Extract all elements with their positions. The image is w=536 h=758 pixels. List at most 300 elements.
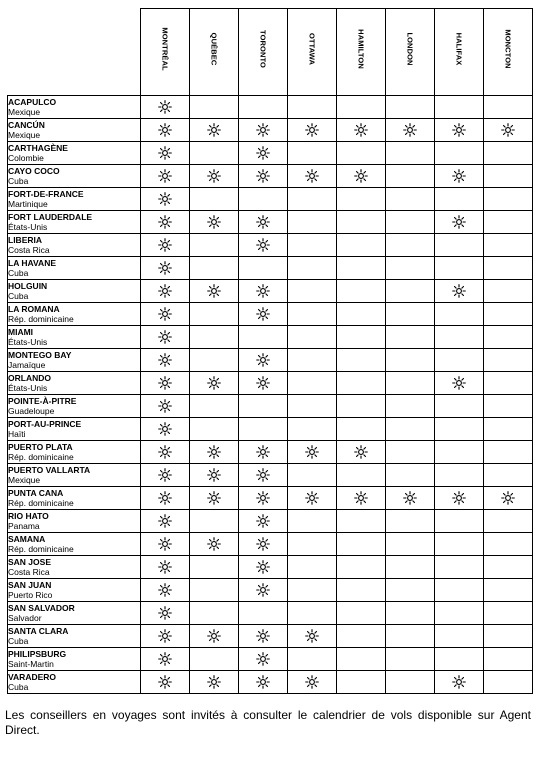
table-row (8, 188, 533, 211)
flight-cell (189, 464, 238, 487)
flight-cell (483, 441, 532, 464)
flight-cell (434, 579, 483, 602)
sun-icon (452, 376, 466, 390)
flight-cell (434, 165, 483, 188)
flight-cell (287, 280, 336, 303)
flight-cell (189, 602, 238, 625)
flight-cell (434, 487, 483, 510)
flight-cell (385, 303, 434, 326)
flight-cell (336, 165, 385, 188)
flight-cell (434, 96, 483, 119)
flight-cell (385, 165, 434, 188)
city-header-ottawa (287, 9, 336, 96)
flight-cell (189, 533, 238, 556)
sun-icon (354, 169, 368, 183)
flight-cell (238, 510, 287, 533)
flight-cell (483, 372, 532, 395)
destination-country: Cuba (8, 176, 29, 186)
sun-icon (305, 675, 319, 689)
destination-country: Puerto Rico (8, 590, 53, 600)
flight-cell (238, 119, 287, 142)
destination-country: Saint-Martin (8, 659, 54, 669)
sun-icon (305, 445, 319, 459)
destination-name: VARADERO (8, 672, 57, 682)
city-header-label: MONTRÉAL (160, 26, 169, 71)
flight-cell (287, 303, 336, 326)
flight-cell (336, 533, 385, 556)
flight-cell (238, 349, 287, 372)
destination-country: États-Unis (8, 222, 48, 232)
flight-cell (140, 303, 189, 326)
flight-cell (238, 418, 287, 441)
flight-cell (336, 303, 385, 326)
destination-name: FORT LAUDERDALE (8, 212, 93, 222)
flight-cell (385, 257, 434, 280)
destination-name: LIBERIA (8, 235, 42, 245)
table-row (8, 119, 533, 142)
flight-cell (287, 556, 336, 579)
flight-cell (189, 211, 238, 234)
destination-cell (8, 119, 141, 142)
flight-cell (483, 395, 532, 418)
flight-cell (189, 280, 238, 303)
destination-name: ACAPULCO (8, 97, 57, 107)
flight-cell (140, 464, 189, 487)
flight-cell (483, 671, 532, 694)
sun-icon (207, 675, 221, 689)
flight-cell (434, 625, 483, 648)
flight-cell (238, 648, 287, 671)
flight-cell (434, 119, 483, 142)
city-header-label: HALIFAX (454, 32, 463, 65)
flight-cell (189, 326, 238, 349)
city-header-halifax (434, 9, 483, 96)
destination-cell (8, 441, 141, 464)
sun-icon (501, 123, 515, 137)
destination-cell (8, 671, 141, 694)
flight-cell (434, 395, 483, 418)
flight-cell (385, 579, 434, 602)
flight-cell (140, 418, 189, 441)
destination-cell (8, 418, 141, 441)
sun-icon (501, 491, 515, 505)
flight-cell (483, 648, 532, 671)
flight-cell (483, 188, 532, 211)
destination-name: SAMANA (8, 534, 46, 544)
destination-country: Cuba (8, 636, 29, 646)
flight-cell (238, 257, 287, 280)
destination-cell (8, 579, 141, 602)
flight-cell (434, 464, 483, 487)
sun-icon (354, 445, 368, 459)
flight-cell (385, 142, 434, 165)
sun-icon (158, 537, 172, 551)
flight-cell (189, 303, 238, 326)
flight-cell (140, 395, 189, 418)
sun-icon (158, 422, 172, 436)
flight-cell (385, 625, 434, 648)
table-row (8, 349, 533, 372)
flight-cell (140, 211, 189, 234)
flight-cell (385, 510, 434, 533)
flight-cell (336, 602, 385, 625)
destination-country: Mexique (8, 475, 41, 485)
flight-cell (336, 188, 385, 211)
flight-cell (336, 96, 385, 119)
destination-cell (8, 349, 141, 372)
flight-cell (287, 234, 336, 257)
flight-cell (287, 602, 336, 625)
sun-icon (207, 123, 221, 137)
flight-cell (336, 326, 385, 349)
flight-cell (336, 556, 385, 579)
flight-cell (336, 487, 385, 510)
flight-cell (287, 487, 336, 510)
sun-icon (256, 537, 270, 551)
flight-cell (336, 211, 385, 234)
sun-icon (158, 514, 172, 528)
flight-cell (385, 372, 434, 395)
sun-icon (256, 675, 270, 689)
sun-icon (158, 284, 172, 298)
sun-icon (403, 491, 417, 505)
flight-cell (385, 556, 434, 579)
flight-cell (140, 648, 189, 671)
destination-cell (8, 464, 141, 487)
flight-cell (434, 349, 483, 372)
table-row (8, 510, 533, 533)
flight-cell (189, 349, 238, 372)
table-row (8, 165, 533, 188)
destination-cell (8, 648, 141, 671)
flight-cell (483, 211, 532, 234)
flight-cell (238, 487, 287, 510)
destination-cell (8, 211, 141, 234)
flight-cell (336, 395, 385, 418)
destination-name: PUERTO PLATA (8, 442, 73, 452)
sun-icon (452, 215, 466, 229)
sun-icon (158, 675, 172, 689)
sun-icon (158, 583, 172, 597)
flight-cell (483, 602, 532, 625)
flight-cell (238, 326, 287, 349)
sun-icon (207, 537, 221, 551)
sun-icon (158, 100, 172, 114)
table-row (8, 556, 533, 579)
destination-name: HOLGUIN (8, 281, 48, 291)
table-row (8, 372, 533, 395)
flight-cell (140, 280, 189, 303)
flight-cell (287, 326, 336, 349)
flight-cell (483, 556, 532, 579)
flight-cell (287, 579, 336, 602)
flight-cell (385, 418, 434, 441)
destination-cell (8, 96, 141, 119)
flight-cell (287, 625, 336, 648)
flight-cell (483, 165, 532, 188)
flight-cell (287, 464, 336, 487)
sun-icon (158, 123, 172, 137)
flight-cell (140, 96, 189, 119)
flight-cell (238, 556, 287, 579)
sun-icon (256, 353, 270, 367)
destination-cell (8, 372, 141, 395)
flight-cell (483, 326, 532, 349)
flight-cell (189, 257, 238, 280)
flight-cell (483, 625, 532, 648)
sun-icon (158, 560, 172, 574)
flight-cell (189, 625, 238, 648)
flight-cell (238, 579, 287, 602)
flight-cell (434, 671, 483, 694)
sun-icon (256, 169, 270, 183)
flight-cell (336, 418, 385, 441)
flight-cell (189, 234, 238, 257)
flight-cell (287, 257, 336, 280)
destination-name: SANTA CLARA (8, 626, 69, 636)
flight-cell (189, 648, 238, 671)
flight-cell (434, 533, 483, 556)
destination-cell (8, 165, 141, 188)
sun-icon (158, 353, 172, 367)
flight-cell (287, 510, 336, 533)
flight-cell (238, 671, 287, 694)
flight-cell (336, 579, 385, 602)
destination-country: États-Unis (8, 337, 48, 347)
flight-cell (287, 349, 336, 372)
sun-icon (158, 261, 172, 275)
destination-country: Rép. dominicaine (8, 544, 74, 554)
flight-cell (336, 464, 385, 487)
flight-cell (434, 372, 483, 395)
flight-cell (140, 671, 189, 694)
table-row (8, 487, 533, 510)
flight-cell (385, 648, 434, 671)
city-header-label: LONDON (405, 31, 414, 66)
flight-cell (287, 395, 336, 418)
destination-name: SAN JUAN (8, 580, 52, 590)
city-header-moncton (483, 9, 532, 96)
flight-cell (287, 188, 336, 211)
flight-cell (140, 602, 189, 625)
destination-cell (8, 280, 141, 303)
flight-cell (336, 648, 385, 671)
flight-cell (385, 119, 434, 142)
city-header-hamilton (336, 9, 385, 96)
flight-cell (238, 211, 287, 234)
flight-cell (483, 257, 532, 280)
flight-cell (336, 257, 385, 280)
sun-icon (207, 169, 221, 183)
destination-country: Guadeloupe (8, 406, 55, 416)
sun-icon (158, 238, 172, 252)
flight-cell (238, 188, 287, 211)
flight-cell (483, 418, 532, 441)
destination-country: Rép. dominicaine (8, 314, 74, 324)
flight-cell (336, 671, 385, 694)
flight-cell (140, 234, 189, 257)
flight-cell (140, 579, 189, 602)
flight-cell (140, 326, 189, 349)
flight-cell (385, 464, 434, 487)
destination-name: SAN SALVADOR (8, 603, 75, 613)
flight-cell (483, 303, 532, 326)
sun-icon (256, 491, 270, 505)
sun-icon (256, 514, 270, 528)
sun-icon (158, 468, 172, 482)
sun-icon (256, 307, 270, 321)
city-header-label: TORONTO (258, 29, 267, 68)
table-row (8, 96, 533, 119)
table-row (8, 533, 533, 556)
destination-cell (8, 257, 141, 280)
flight-cell (434, 280, 483, 303)
sun-icon (207, 491, 221, 505)
flight-cell (140, 556, 189, 579)
destination-country: Cuba (8, 682, 29, 692)
flight-cell (483, 119, 532, 142)
flight-availability-table (7, 8, 533, 694)
destination-cell (8, 487, 141, 510)
destination-cell (8, 326, 141, 349)
destination-cell (8, 602, 141, 625)
destination-cell (8, 533, 141, 556)
flight-cell (140, 257, 189, 280)
destination-country: Mexique (8, 130, 41, 140)
sun-icon (256, 468, 270, 482)
destination-name: PUERTO VALLARTA (8, 465, 91, 475)
destination-country: Rép. dominicaine (8, 452, 74, 462)
flight-cell (140, 533, 189, 556)
sun-icon (158, 445, 172, 459)
destination-name: CARTHAGÈNE (8, 143, 68, 153)
sun-icon (305, 169, 319, 183)
table-row (8, 648, 533, 671)
flight-cell (287, 648, 336, 671)
table-row (8, 579, 533, 602)
flight-cell (336, 119, 385, 142)
flight-cell (287, 671, 336, 694)
city-header-label: MONCTON (503, 28, 512, 69)
flight-cell (336, 142, 385, 165)
destination-cell (8, 303, 141, 326)
flight-cell (189, 418, 238, 441)
destination-country: Martinique (8, 199, 48, 209)
flight-cell (434, 510, 483, 533)
sun-icon (158, 399, 172, 413)
destination-country: Costa Rica (8, 245, 50, 255)
table-row (8, 464, 533, 487)
city-header-label: HAMILTON (356, 28, 365, 69)
flight-cell (385, 326, 434, 349)
destination-name: LA ROMANA (8, 304, 60, 314)
destination-country: Rép. dominicaine (8, 498, 74, 508)
flight-cell (189, 671, 238, 694)
sun-icon (207, 284, 221, 298)
table-row (8, 671, 533, 694)
destination-country: Panama (8, 521, 40, 531)
agent-note: Les conseillers en voyages sont invités à consulter le calendrier de vols disponible sur Agent Direct. (5, 708, 531, 737)
flight-cell (140, 188, 189, 211)
table-row (8, 326, 533, 349)
flight-cell (483, 464, 532, 487)
table-row (8, 257, 533, 280)
destination-name: PUNTA CANA (8, 488, 64, 498)
flight-cell (385, 211, 434, 234)
sun-icon (256, 284, 270, 298)
flight-cell (189, 96, 238, 119)
destination-country: Colombie (8, 153, 44, 163)
destination-name: PHILIPSBURG (8, 649, 67, 659)
sun-icon (158, 652, 172, 666)
flight-cell (287, 142, 336, 165)
sun-icon (403, 123, 417, 137)
flight-cell (287, 96, 336, 119)
destination-name: CAYO COCO (8, 166, 60, 176)
destination-name: LA HAVANE (8, 258, 57, 268)
flight-cell (238, 234, 287, 257)
flight-cell (336, 625, 385, 648)
destination-name: PORT-AU-PRINCE (8, 419, 82, 429)
table-row (8, 441, 533, 464)
table-row (8, 395, 533, 418)
flight-cell (287, 441, 336, 464)
flight-cell (140, 510, 189, 533)
flight-cell (189, 556, 238, 579)
table-row (8, 211, 533, 234)
destination-name: CANCÚN (8, 120, 45, 130)
flight-cell (140, 142, 189, 165)
flight-cell (434, 556, 483, 579)
sun-icon (452, 491, 466, 505)
destinations-body (8, 96, 533, 694)
sun-icon (305, 123, 319, 137)
flight-cell (385, 602, 434, 625)
sun-icon (452, 675, 466, 689)
flight-cell (434, 602, 483, 625)
sun-icon (256, 215, 270, 229)
city-header-toronto (238, 9, 287, 96)
flight-cell (189, 579, 238, 602)
flight-cell (483, 142, 532, 165)
sun-icon (256, 445, 270, 459)
sun-icon (207, 468, 221, 482)
destination-name: MONTEGO BAY (8, 350, 72, 360)
flight-cell (434, 648, 483, 671)
flight-cell (189, 487, 238, 510)
destination-cell (8, 625, 141, 648)
flight-cell (385, 671, 434, 694)
flight-cell (287, 418, 336, 441)
city-header-london (385, 9, 434, 96)
flight-cell (434, 418, 483, 441)
destination-name: ORLANDO (8, 373, 51, 383)
sun-icon (305, 629, 319, 643)
flight-cell (238, 533, 287, 556)
flight-cell (189, 510, 238, 533)
flight-cell (483, 533, 532, 556)
flight-cell (385, 280, 434, 303)
flight-cell (140, 625, 189, 648)
flight-cell (336, 280, 385, 303)
sun-icon (158, 491, 172, 505)
city-header-label: QUÉBEC (209, 32, 218, 65)
flight-cell (385, 533, 434, 556)
flight-cell (483, 234, 532, 257)
destination-name: MIAMI (8, 327, 34, 337)
flight-cell (434, 188, 483, 211)
destination-cell (8, 188, 141, 211)
